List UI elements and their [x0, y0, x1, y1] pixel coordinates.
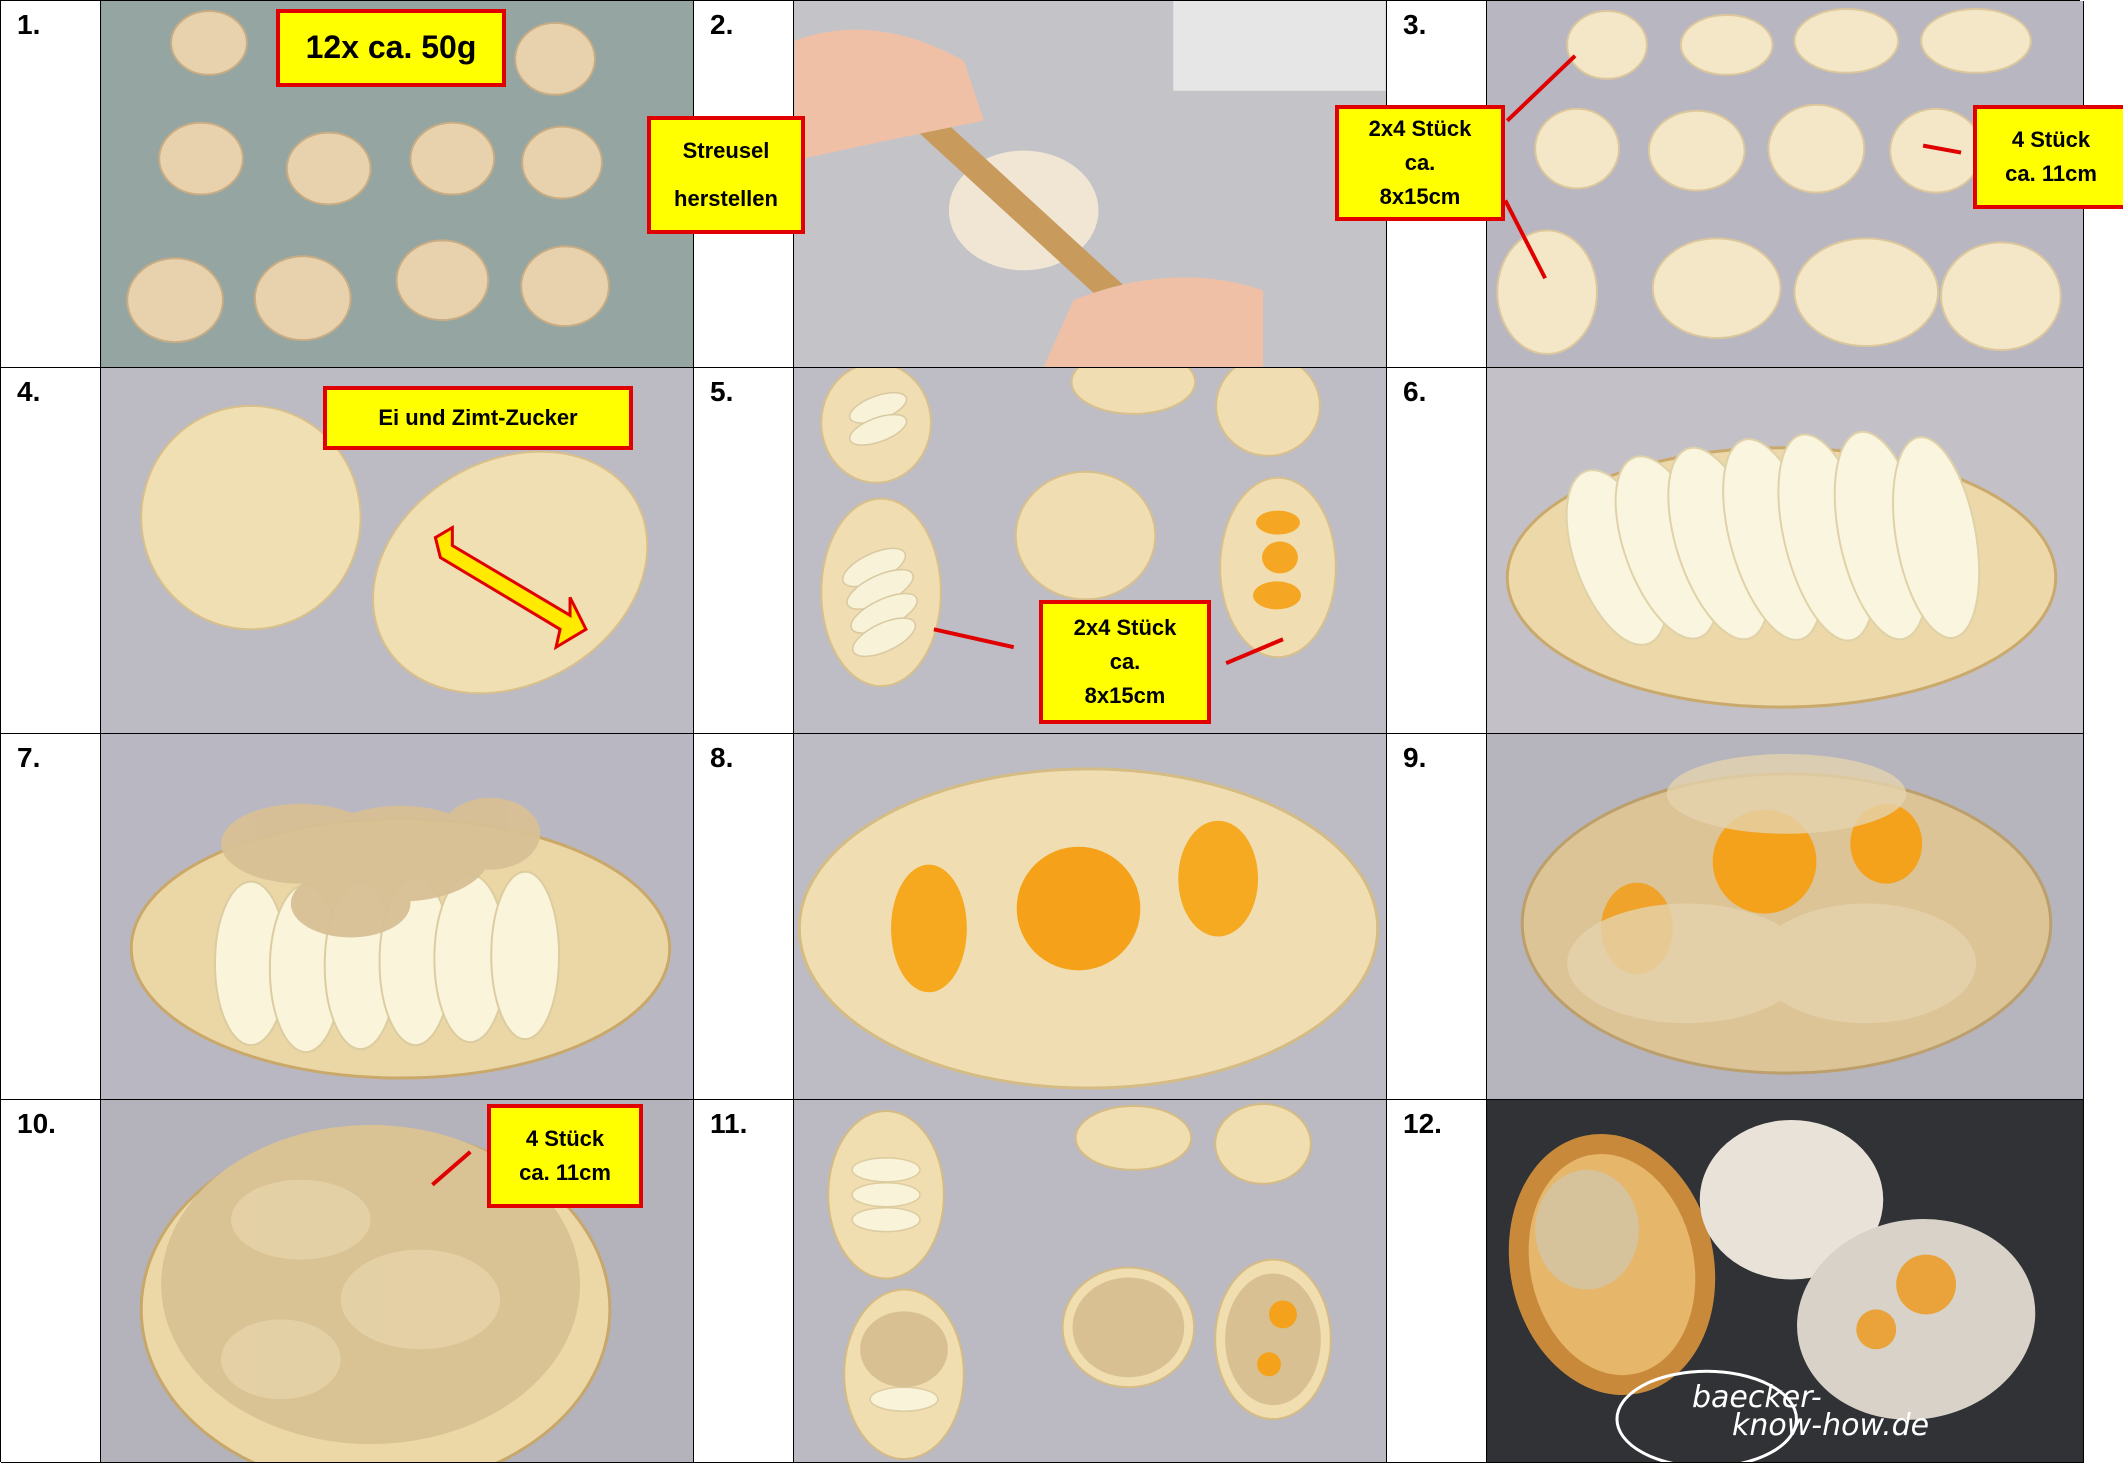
watermark-line2: know-how.de: [1732, 1408, 1930, 1443]
step-number-cell: [694, 1100, 794, 1463]
portion-callout: [276, 9, 506, 87]
step-number: 6.: [1403, 376, 1427, 407]
oval-size-callout: [1039, 600, 1211, 724]
step-number: 10.: [17, 1108, 56, 1139]
step-number: 9.: [1403, 742, 1427, 773]
oval-size-callout: [1335, 105, 1505, 221]
step-number: 12.: [1403, 1108, 1442, 1139]
step-number: 1.: [17, 9, 41, 40]
round-size: ca. 11cm: [2005, 161, 2097, 186]
step-number-cell: [694, 368, 794, 734]
step-number: 8.: [710, 742, 734, 773]
step-number: 5.: [710, 376, 734, 407]
apricot-dough-image: [794, 734, 1386, 1099]
round-count: 4 Stück: [525, 1125, 605, 1151]
step-number-cell: [1, 1, 101, 368]
step-photo-4: [101, 368, 694, 734]
oval-count: 2x4 Stück: [1368, 115, 1472, 141]
apple-streusel-image: [101, 734, 693, 1099]
step-photo-2: [794, 1, 1387, 368]
egg-callout: [323, 386, 633, 450]
step-photo-12: [1487, 1100, 2084, 1463]
streusel-line2: herstellen: [674, 186, 778, 211]
step-number-cell: [1387, 734, 1487, 1100]
apricot-streusel-image: [1487, 734, 2083, 1099]
streusel-callout: [647, 116, 805, 234]
step-photo-3: [1368, 1, 2097, 368]
rolling-pin-image: [794, 1, 1386, 367]
step-photo-6: [1487, 368, 2084, 734]
oval-size: 8x15cm: [1084, 683, 1166, 709]
tray-overview-image: [794, 1100, 1386, 1462]
step-photo-9: [1487, 734, 2084, 1100]
portion-label: 12x ca. 50g: [305, 29, 477, 66]
oval-approx: ca.: [1404, 149, 1436, 175]
step-number: 4.: [17, 376, 41, 407]
oval-approx: ca.: [1109, 648, 1141, 674]
step-number: 2.: [710, 9, 734, 40]
apple-closeup-image: [1487, 368, 2083, 733]
step-photo-1: [101, 1, 694, 368]
step-number-cell: [1387, 1100, 1487, 1463]
step-photo-5: [794, 368, 1387, 734]
step-number-cell: [1, 1100, 101, 1463]
step-photo-8: [794, 734, 1387, 1100]
step-number-cell: [1, 368, 101, 734]
oval-size: 8x15cm: [1379, 184, 1461, 210]
step-number-cell: [1387, 368, 1487, 734]
step-photo-7: [101, 734, 694, 1100]
step-number-cell: [1, 734, 101, 1100]
round-size-callout: [487, 1104, 643, 1208]
streusel-line1: Streusel: [682, 137, 770, 163]
step-number: 7.: [17, 742, 41, 773]
step-photo-11: [794, 1100, 1387, 1463]
step-number-cell: [694, 734, 794, 1100]
round-size: ca. 11cm: [519, 1160, 611, 1185]
step-number: 11.: [710, 1108, 748, 1139]
egg-label: Ei und Zimt-Zucker: [378, 404, 578, 430]
watermark-logo: [1692, 1380, 1930, 1443]
step-number: 3.: [1403, 9, 1427, 40]
watermark-line1: baecker-: [1692, 1380, 1822, 1415]
oval-count: 2x4 Stück: [1073, 614, 1177, 640]
step-photo-10: [101, 1100, 694, 1463]
round-count: 4 Stück: [2011, 126, 2091, 152]
round-size-callout: [1973, 105, 2123, 209]
